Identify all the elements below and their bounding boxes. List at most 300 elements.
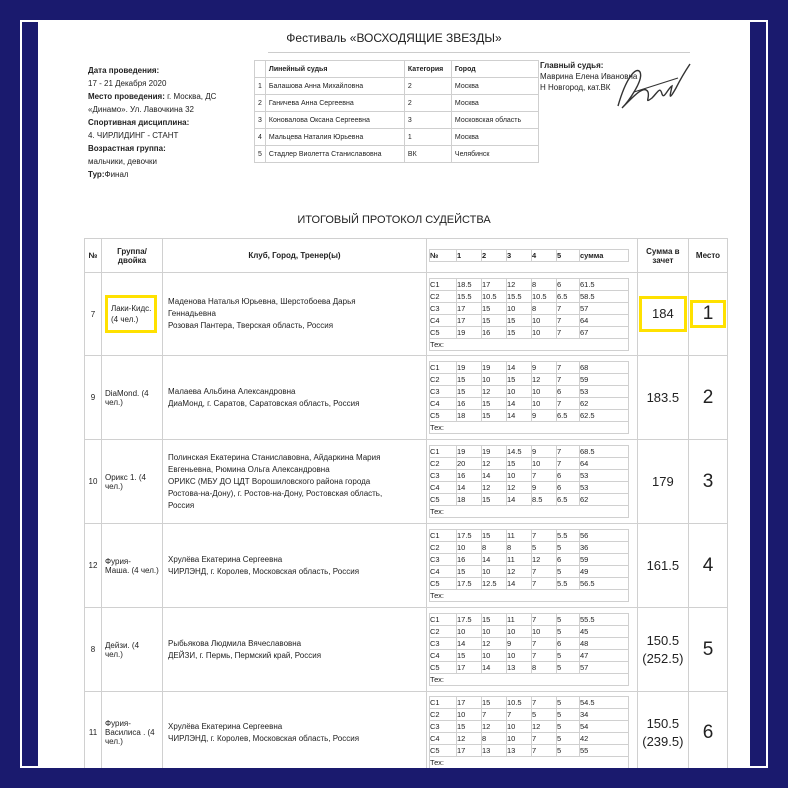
score-cell: 19 [457,326,482,338]
protocol-title: ИТОГОВЫЙ ПРОТОКОЛ СУДЕЙСТВА [297,214,491,226]
entry-place [688,608,728,692]
score-cell: 15 [457,650,482,662]
score-cell: 5 [557,542,580,554]
score-cell: 5 [557,697,580,709]
score-cell: 12 [482,721,507,733]
score-cell: 8 [507,542,532,554]
score-cell: 68.5 [580,446,629,458]
entry-group [102,524,163,608]
score-cell: 6 [557,482,580,494]
score-cell: 14 [457,482,482,494]
results-table [84,238,728,768]
score-cell: 16 [457,470,482,482]
score-cell: 62.5 [580,410,629,422]
score-cell: 10 [507,733,532,745]
place-highlight [690,300,727,328]
result-row [85,608,728,692]
score-table [429,529,629,602]
club-line: Маденова Наталья Юрьевна, Шерстобоева Дарья [168,297,356,306]
place-value: 5 [702,638,714,660]
header-club: Клуб, Город, Тренер(ы) [163,239,427,273]
score-cell: 9 [507,638,532,650]
score-col-header: сумма [580,250,629,262]
score-cell: C4 [430,566,457,578]
score-cell: 10.5 [532,290,557,302]
entry-place [688,440,728,524]
score-cell: 14 [482,554,507,566]
score-cell: C5 [430,410,457,422]
score-cell: 10 [532,458,557,470]
entry-total [638,692,689,769]
score-row [430,302,629,314]
score-row [430,542,629,554]
score-cell: 16 [457,554,482,566]
score-cell: 8 [532,278,557,290]
header-total: Сумма в зачет [638,239,689,273]
judges-header-cell: Линейный судья [265,61,404,78]
score-cell: 10 [482,374,507,386]
score-cell: C2 [430,458,457,470]
total-secondary: (239.5) [642,733,684,749]
entry-scores [427,608,638,692]
score-cell: 7 [557,326,580,338]
entry-group [102,440,163,524]
score-cell: 9 [532,410,557,422]
score-cell: 45 [580,626,629,638]
score-cell: 8 [482,733,507,745]
score-cell: 9 [532,446,557,458]
judge-cell: Балашова Анна Михайловна [265,78,404,95]
entry-place [688,273,728,356]
score-cell: 48 [580,638,629,650]
score-header-table [429,249,629,262]
score-cell: 8 [532,302,557,314]
score-table [429,445,629,518]
judge-cell: Москва [451,78,538,95]
score-cell: C2 [430,709,457,721]
score-cell: 16 [457,398,482,410]
score-cell: C3 [430,554,457,566]
score-row [430,578,629,590]
entry-group [102,608,163,692]
score-col-header: 2 [482,250,507,262]
festival-title: Фестиваль «ВОСХОДЯЩИЕ ЗВЕЗДЫ» [286,31,502,45]
score-cell: 15 [482,410,507,422]
judge-cell: Коновалова Оксана Сергеевна [265,112,404,129]
entry-scores [427,524,638,608]
score-cell: 5 [557,662,580,674]
score-cell: 7 [532,745,557,757]
score-row [430,290,629,302]
score-cell: 6 [557,470,580,482]
score-row [430,614,629,626]
total-highlight [639,296,687,332]
club-line: ДЕЙЗИ, г. Пермь, Пермский край, Россия [168,650,322,660]
score-cell: 36 [580,542,629,554]
judge-cell: Москва [451,95,538,112]
score-cell: 17 [457,745,482,757]
club-line: ЧИРЛЭНД, г. Королев, Московская область, Россия [168,733,360,743]
tech-label: Тех: [430,506,629,518]
result-row [85,692,728,769]
score-cell: 55.5 [580,614,629,626]
score-col-header: 5 [557,250,580,262]
score-cell: 6.5 [557,410,580,422]
score-row [430,721,629,733]
results-header-row [85,239,728,273]
score-cell: 13 [482,745,507,757]
score-cell: 7 [507,709,532,721]
title-divider [268,52,690,53]
date-value: 17 - 21 Декабря 2020 [88,79,167,88]
score-row [430,482,629,494]
score-cell: 7 [557,302,580,314]
score-cell: 64 [580,458,629,470]
place-value-1: г. Москва, ДС [164,92,217,101]
entry-club [163,608,427,692]
score-cell: 17 [457,302,482,314]
score-cell: 7 [532,650,557,662]
header-place: Место [688,239,728,273]
score-cell: 15 [482,314,507,326]
chief-label: Главный судья: [540,61,604,70]
score-cell: 5 [557,709,580,721]
score-cell: 7 [532,578,557,590]
group-line-2: Маша. (4 чел.) [105,565,159,575]
score-cell: 14 [507,578,532,590]
score-cell: 15.5 [507,290,532,302]
score-col-header: 4 [532,250,557,262]
entry-total [638,608,689,692]
total-value: 150.5 [646,632,680,648]
score-cell: C4 [430,398,457,410]
score-cell: 15 [482,530,507,542]
score-cell: 15 [507,314,532,326]
group-line-1: Дейзи. (4 [105,640,140,650]
score-row [430,650,629,662]
discipline-label: Спортивная дисциплина: [88,118,190,127]
score-cell: 15 [507,458,532,470]
score-cell: C2 [430,542,457,554]
club-line: Геннадьевна [168,309,216,318]
score-cell: 12 [532,554,557,566]
total-value: 179 [652,473,674,489]
score-cell: C3 [430,386,457,398]
score-col-header: 1 [457,250,482,262]
score-cell: 5 [557,745,580,757]
score-cell: 7 [557,446,580,458]
score-row [430,638,629,650]
score-cell: 10 [507,650,532,662]
entry-num: 9 [85,356,102,440]
score-row [430,566,629,578]
score-cell: 15 [482,697,507,709]
entry-num: 8 [85,608,102,692]
judge-cell: Челябинск [451,146,538,163]
club-line: Россия [168,500,195,510]
entry-group [102,273,163,356]
score-cell: 5 [557,614,580,626]
chief-city: Н Новгород, кат.ВК [540,83,611,92]
score-cell: C5 [430,326,457,338]
judge-cell: 1 [255,78,266,95]
score-row [430,386,629,398]
judge-cell: ВК [404,146,451,163]
score-cell: 6.5 [557,494,580,506]
score-cell: 15 [482,398,507,410]
judge-row [255,78,539,95]
score-cell: 34 [580,709,629,721]
score-cell: 55 [580,745,629,757]
judge-cell: 2 [255,95,266,112]
score-cell: 59 [580,554,629,566]
group-line-1: Фурия- [105,719,131,728]
score-row [430,530,629,542]
score-cell: 15 [482,614,507,626]
judge-cell: 3 [255,112,266,129]
score-cell: 54.5 [580,697,629,709]
score-cell: 10 [532,326,557,338]
total-value: 150.5 [646,715,680,731]
score-row [430,410,629,422]
score-row [430,733,629,745]
score-cell: 15 [457,566,482,578]
score-cell: 10.5 [507,697,532,709]
tech-label: Тех: [430,338,629,350]
score-row [430,374,629,386]
score-cell: 6 [557,386,580,398]
score-cell: 7 [532,614,557,626]
score-cell: 11 [507,614,532,626]
header-num: № [85,239,102,273]
score-cell: C3 [430,302,457,314]
entry-total [638,356,689,440]
club-line: Ростова-на-Дону), г. Ростов-на-Дону, Ростовская область, [168,488,383,498]
signature-icon [614,58,694,118]
judge-row [255,112,539,129]
score-row [430,697,629,709]
score-cell: 14 [507,494,532,506]
score-cell: 56 [580,530,629,542]
score-cell: 53 [580,482,629,494]
score-cell: C5 [430,494,457,506]
group-line-1: Фурия- [105,556,131,566]
group-line-1: Орикс 1. (4 [105,472,146,482]
age-value: мальчики, девочки [88,157,157,166]
score-cell: 8 [482,542,507,554]
score-cell: 15 [507,326,532,338]
document-page [38,20,750,768]
score-cell: 8.5 [532,494,557,506]
score-row [430,662,629,674]
event-info [88,64,258,181]
score-cell: C2 [430,290,457,302]
score-cell: 14 [507,362,532,374]
score-cell: 12 [457,733,482,745]
score-cell: 15.5 [457,290,482,302]
score-cell: C1 [430,614,457,626]
score-cell: 5 [557,721,580,733]
score-cell: 62 [580,398,629,410]
entry-scores [427,440,638,524]
score-cell: 13 [507,662,532,674]
score-cell: 15 [457,374,482,386]
score-cell: 53 [580,470,629,482]
score-cell: 14 [507,410,532,422]
score-cell: 15 [457,386,482,398]
judge-cell: 4 [255,129,266,146]
score-row [430,709,629,721]
score-row [430,745,629,757]
entry-total [638,524,689,608]
score-cell: C3 [430,721,457,733]
club-line: Розовая Пантера, Тверская область, Россия [168,321,334,330]
club-line: Хрулёва Екатерина Сергеевна [168,554,283,564]
total-value: 161.5 [646,557,680,573]
entry-place [688,524,728,608]
result-row [85,440,728,524]
score-cell: 7 [557,374,580,386]
score-cell: 19 [457,362,482,374]
score-cell: 10 [507,626,532,638]
score-cell: C2 [430,374,457,386]
score-cell: 12 [482,638,507,650]
score-cell: 17.5 [457,614,482,626]
place-label: Место проведения: [88,92,165,101]
place-value: 1 [702,303,714,324]
score-cell: 15 [482,302,507,314]
score-cell: 64 [580,314,629,326]
score-cell: 19 [482,446,507,458]
score-cell: 19 [457,446,482,458]
entry-group [102,356,163,440]
score-cell: C3 [430,638,457,650]
result-row [85,524,728,608]
score-cell: C1 [430,278,457,290]
judge-cell: 2 [404,95,451,112]
score-cell: 7 [557,398,580,410]
score-cell: C2 [430,626,457,638]
score-cell: 9 [532,482,557,494]
score-cell: 12.5 [482,578,507,590]
score-row [430,362,629,374]
score-cell: 11 [507,554,532,566]
score-cell: 10 [532,386,557,398]
score-cell: 10 [507,302,532,314]
judge-cell: 5 [255,146,266,163]
score-cell: 57 [580,302,629,314]
result-row [85,273,728,356]
score-cell: 9 [532,362,557,374]
score-cell: 14.5 [507,446,532,458]
score-cell: 11 [507,530,532,542]
score-cell: 17 [457,697,482,709]
tour-value: Финал [104,170,129,179]
entry-num: 12 [85,524,102,608]
tour-label: Тур: [88,170,105,179]
score-cell: C1 [430,362,457,374]
tech-label: Тех: [430,422,629,434]
score-cell: 5 [557,566,580,578]
entry-scores [427,356,638,440]
place-value: 6 [702,721,714,743]
judge-cell: 1 [404,129,451,146]
entry-num: 11 [85,692,102,769]
group-line-2: чел.) [105,649,123,659]
club-line: ОРИКС (МБУ ДО ЦДТ Ворошиловского района города [168,476,371,486]
score-cell: 10 [457,709,482,721]
score-row [430,470,629,482]
score-cell: 49 [580,566,629,578]
judge-row [255,146,539,163]
score-row [430,398,629,410]
judges-header-cell [255,61,266,78]
score-cell: 17.5 [457,578,482,590]
club-line: ДиаМонд, г. Саратов, Саратовская область, Россия [168,398,360,408]
score-cell: 10.5 [482,290,507,302]
score-cell: C5 [430,578,457,590]
score-cell: 57 [580,662,629,674]
age-label: Возрастная группа: [88,144,166,153]
score-cell: 12 [532,374,557,386]
score-table [429,278,629,351]
entry-club [163,692,427,769]
score-cell: 7 [532,697,557,709]
tech-label: Тех: [430,757,629,769]
judge-cell: 2 [404,78,451,95]
score-cell: 5 [557,733,580,745]
score-cell: 5 [532,542,557,554]
judges-header-cell: Город [451,61,538,78]
score-cell: 17 [457,662,482,674]
score-cell: 14 [457,638,482,650]
score-cell: C4 [430,314,457,326]
score-cell: 56.5 [580,578,629,590]
score-cell: 19 [482,362,507,374]
entry-club [163,356,427,440]
score-cell: 8 [532,662,557,674]
score-row [430,278,629,290]
score-cell: 10 [482,626,507,638]
score-cell: 10 [507,386,532,398]
score-cell: 6 [557,638,580,650]
judges-table [254,60,539,163]
score-cell: C4 [430,650,457,662]
score-cell: 7 [557,362,580,374]
score-cell: 12 [532,721,557,733]
score-cell: 54 [580,721,629,733]
entry-num: 7 [85,273,102,356]
entry-total [638,273,689,356]
entry-total [638,440,689,524]
score-cell: 62 [580,494,629,506]
score-cell: 12 [482,458,507,470]
score-cell: 18 [457,494,482,506]
score-cell: C1 [430,697,457,709]
score-cell: C5 [430,745,457,757]
club-line: Полинская Екатерина Станиславовна, Айдаркина Мария [168,452,381,462]
place-value: 4 [702,554,714,576]
tech-label: Тех: [430,590,629,602]
score-cell: 20 [457,458,482,470]
score-cell: C3 [430,470,457,482]
group-line-2: чел.) [105,481,123,491]
judge-cell: Мальцева Наталия Юрьевна [265,129,404,146]
score-cell: 17 [482,278,507,290]
tech-label: Тех: [430,674,629,686]
judges-header-cell: Категория [404,61,451,78]
entry-scores [427,692,638,769]
